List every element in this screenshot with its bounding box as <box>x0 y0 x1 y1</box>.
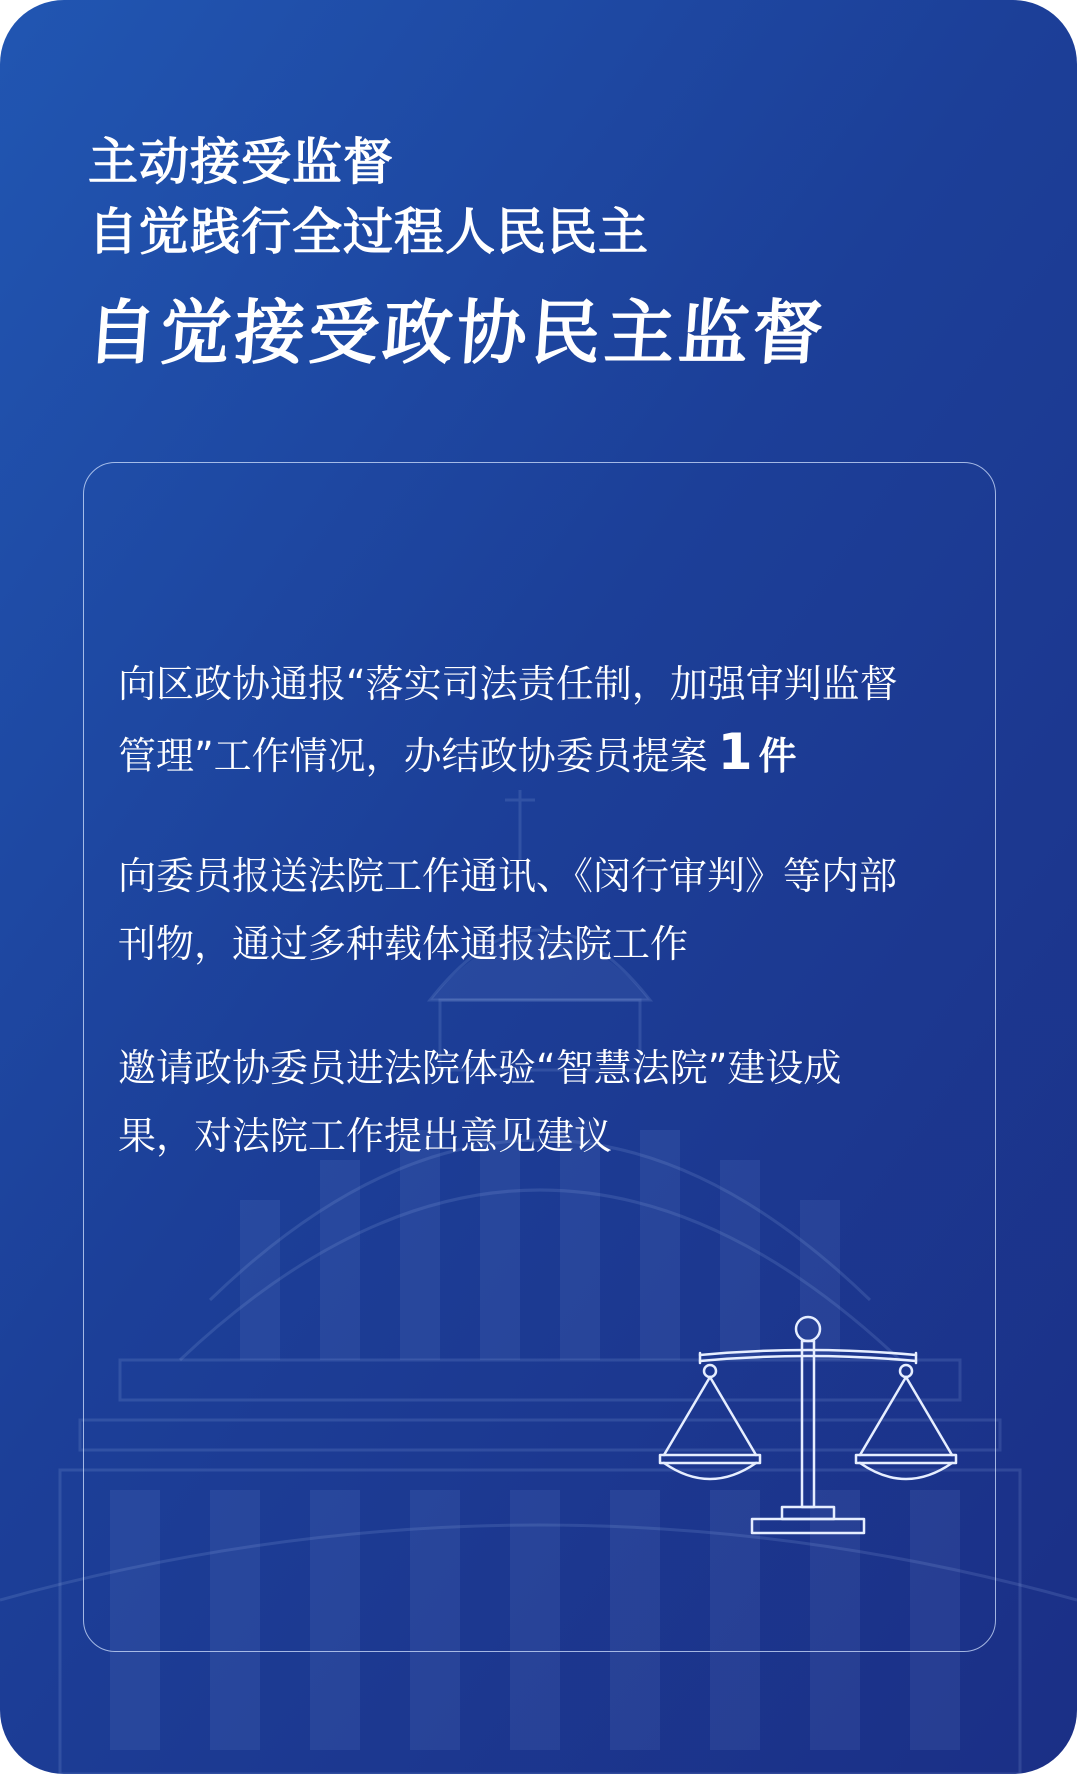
list-item <box>118 1034 998 1170</box>
scales-of-justice-icon <box>656 1315 966 1545</box>
proposal-count-unit: 件 <box>758 734 797 778</box>
proposal-count: 1 <box>717 723 753 781</box>
list-item-line-2: 刊物，通过多种载体通报法院工作 <box>118 922 689 966</box>
list-item-line-1: 向委员报送法院工作通讯、《闵行审判》等内部 <box>118 854 898 898</box>
list-item-line-2 <box>118 718 998 790</box>
list-item-line-1: 邀请政协委员进法院体验“智慧法院”建设成 <box>118 1046 842 1090</box>
subtitle-line-2: 自觉践行全过程人民民主 <box>88 202 649 261</box>
page-title: 自觉接受政协民主监督 <box>83 292 830 374</box>
list-item <box>118 650 998 790</box>
subtitle-line-1: 主动接受监督 <box>88 132 394 191</box>
list-item <box>118 842 998 978</box>
list-item-line-2: 果，对法院工作提出意见建议 <box>118 1114 613 1158</box>
list-item-line-1: 向区政协通报“落实司法责任制，加强审判监督 <box>118 662 898 706</box>
list-item-line-2-text: 管理”工作情况，办结政协委员提案 <box>118 734 708 778</box>
